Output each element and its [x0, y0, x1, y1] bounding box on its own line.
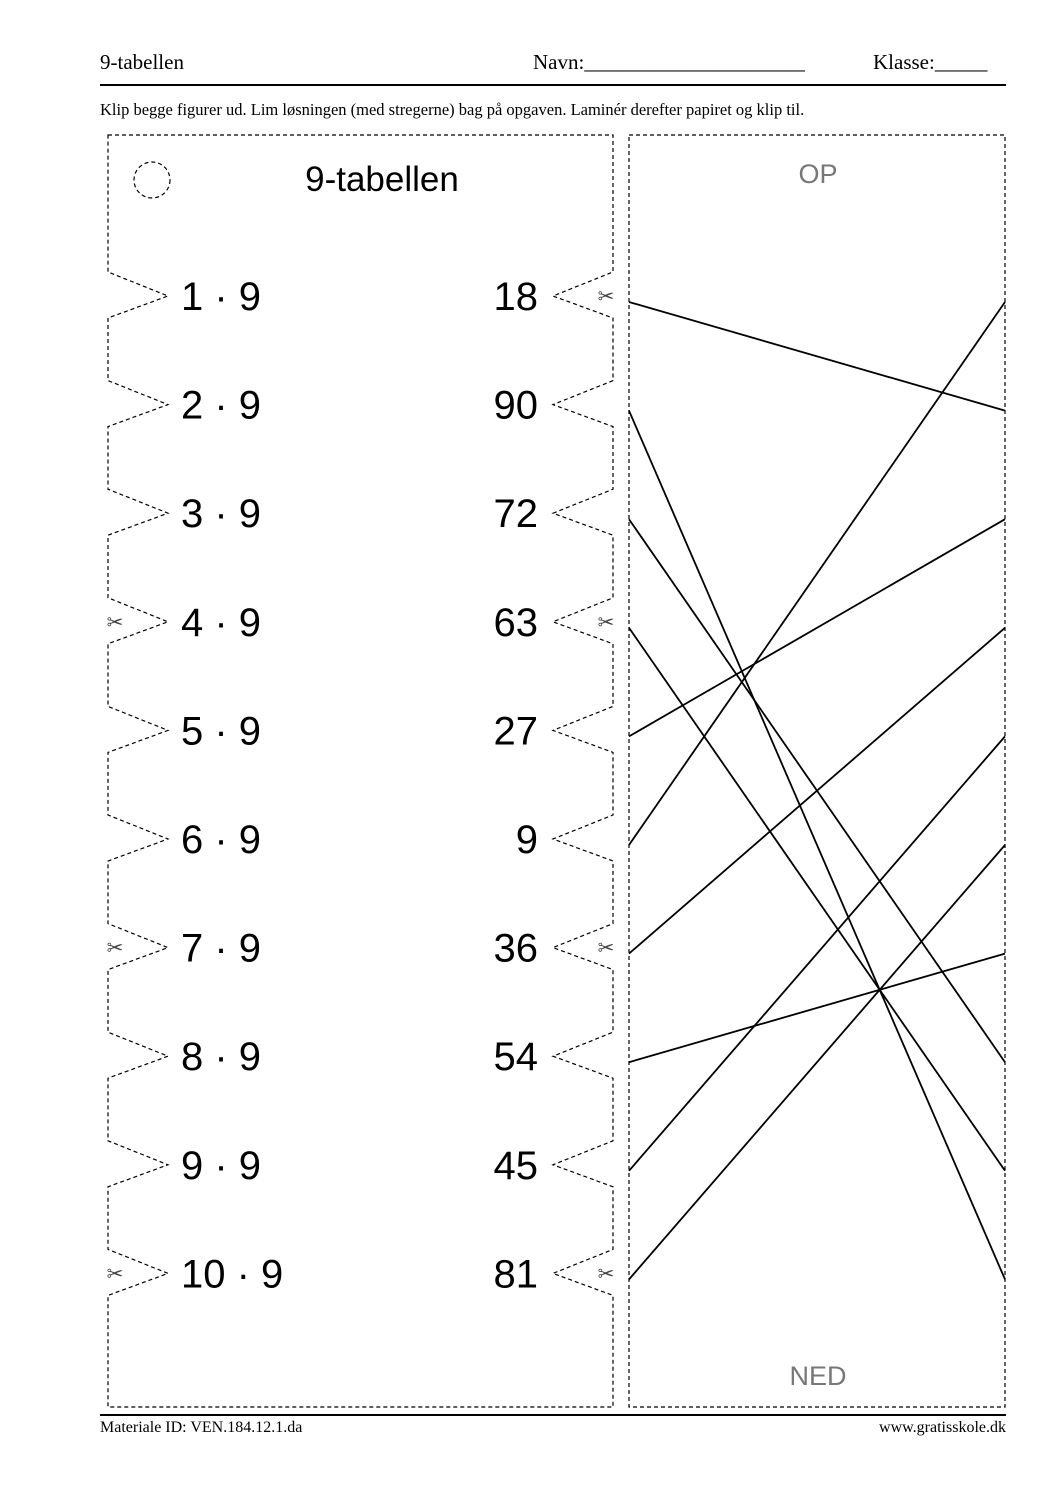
- solution-bottom-label: NED: [789, 1361, 847, 1391]
- solution-card-outline: [629, 135, 1005, 1407]
- question-4: 4 · 9: [181, 600, 262, 645]
- answer-2: 90: [493, 383, 538, 428]
- name-field: Navn:_____________________: [533, 50, 805, 74]
- exercise-card-outline: [108, 135, 613, 1407]
- solution-lines: [629, 302, 1005, 1279]
- question-2: 2 · 9: [181, 383, 262, 428]
- answer-5: 27: [493, 709, 538, 754]
- instruction-text: Klip begge figurer ud. Lim løsningen (med stregerne) bag på opgaven. Laminér derefter papiret og klip til.: [100, 100, 805, 119]
- answer-9: 45: [493, 1143, 538, 1188]
- question-7: 7 · 9: [181, 926, 262, 971]
- punch-hole-icon: [134, 162, 170, 198]
- question-3: 3 · 9: [181, 492, 262, 537]
- scissors-icon: ✂: [597, 935, 615, 960]
- solution-line-5: [629, 519, 1005, 736]
- question-rows: [181, 275, 538, 1296]
- answer-6: 9: [515, 818, 538, 862]
- scissors-icon: ✂: [106, 935, 124, 960]
- solution-line-1: [629, 302, 1005, 411]
- answer-10: 81: [493, 1252, 538, 1297]
- header-title: 9-tabellen: [100, 50, 184, 74]
- scissors-icon: ✂: [597, 1261, 615, 1286]
- question-1: 1 · 9: [181, 275, 262, 319]
- answer-7: 36: [493, 926, 538, 971]
- class-field: Klasse:_____: [873, 50, 988, 74]
- cut-markers: [107, 284, 615, 1285]
- answer-8: 54: [493, 1035, 538, 1080]
- material-id: Materiale ID: VEN.184.12.1.da: [100, 1419, 303, 1436]
- question-10: 10 · 9: [181, 1252, 284, 1297]
- solution-line-2: [629, 411, 1005, 1280]
- answer-1: 18: [493, 275, 538, 319]
- scissors-icon: ✂: [597, 284, 615, 308]
- answer-3: 72: [493, 492, 538, 537]
- solution-line-6: [629, 302, 1005, 845]
- solution-line-8: [629, 954, 1005, 1063]
- question-6: 6 · 9: [181, 818, 262, 862]
- scissors-icon: ✂: [106, 609, 124, 634]
- solution-line-9: [629, 736, 1005, 1170]
- scissors-icon: ✂: [106, 1261, 124, 1286]
- solution-line-4: [629, 628, 1005, 1171]
- solution-line-7: [629, 628, 1005, 954]
- question-5: 5 · 9: [181, 709, 262, 754]
- solution-line-10: [629, 845, 1005, 1279]
- question-8: 8 · 9: [181, 1035, 262, 1080]
- question-9: 9 · 9: [181, 1143, 262, 1188]
- footer-divider: [100, 1414, 1006, 1416]
- answer-4: 63: [493, 600, 538, 645]
- website-link: www.gratisskole.dk: [879, 1419, 1006, 1436]
- scissors-icon: ✂: [597, 609, 615, 634]
- card-title: 9-tabellen: [305, 160, 459, 199]
- solution-top-label: OP: [798, 159, 838, 189]
